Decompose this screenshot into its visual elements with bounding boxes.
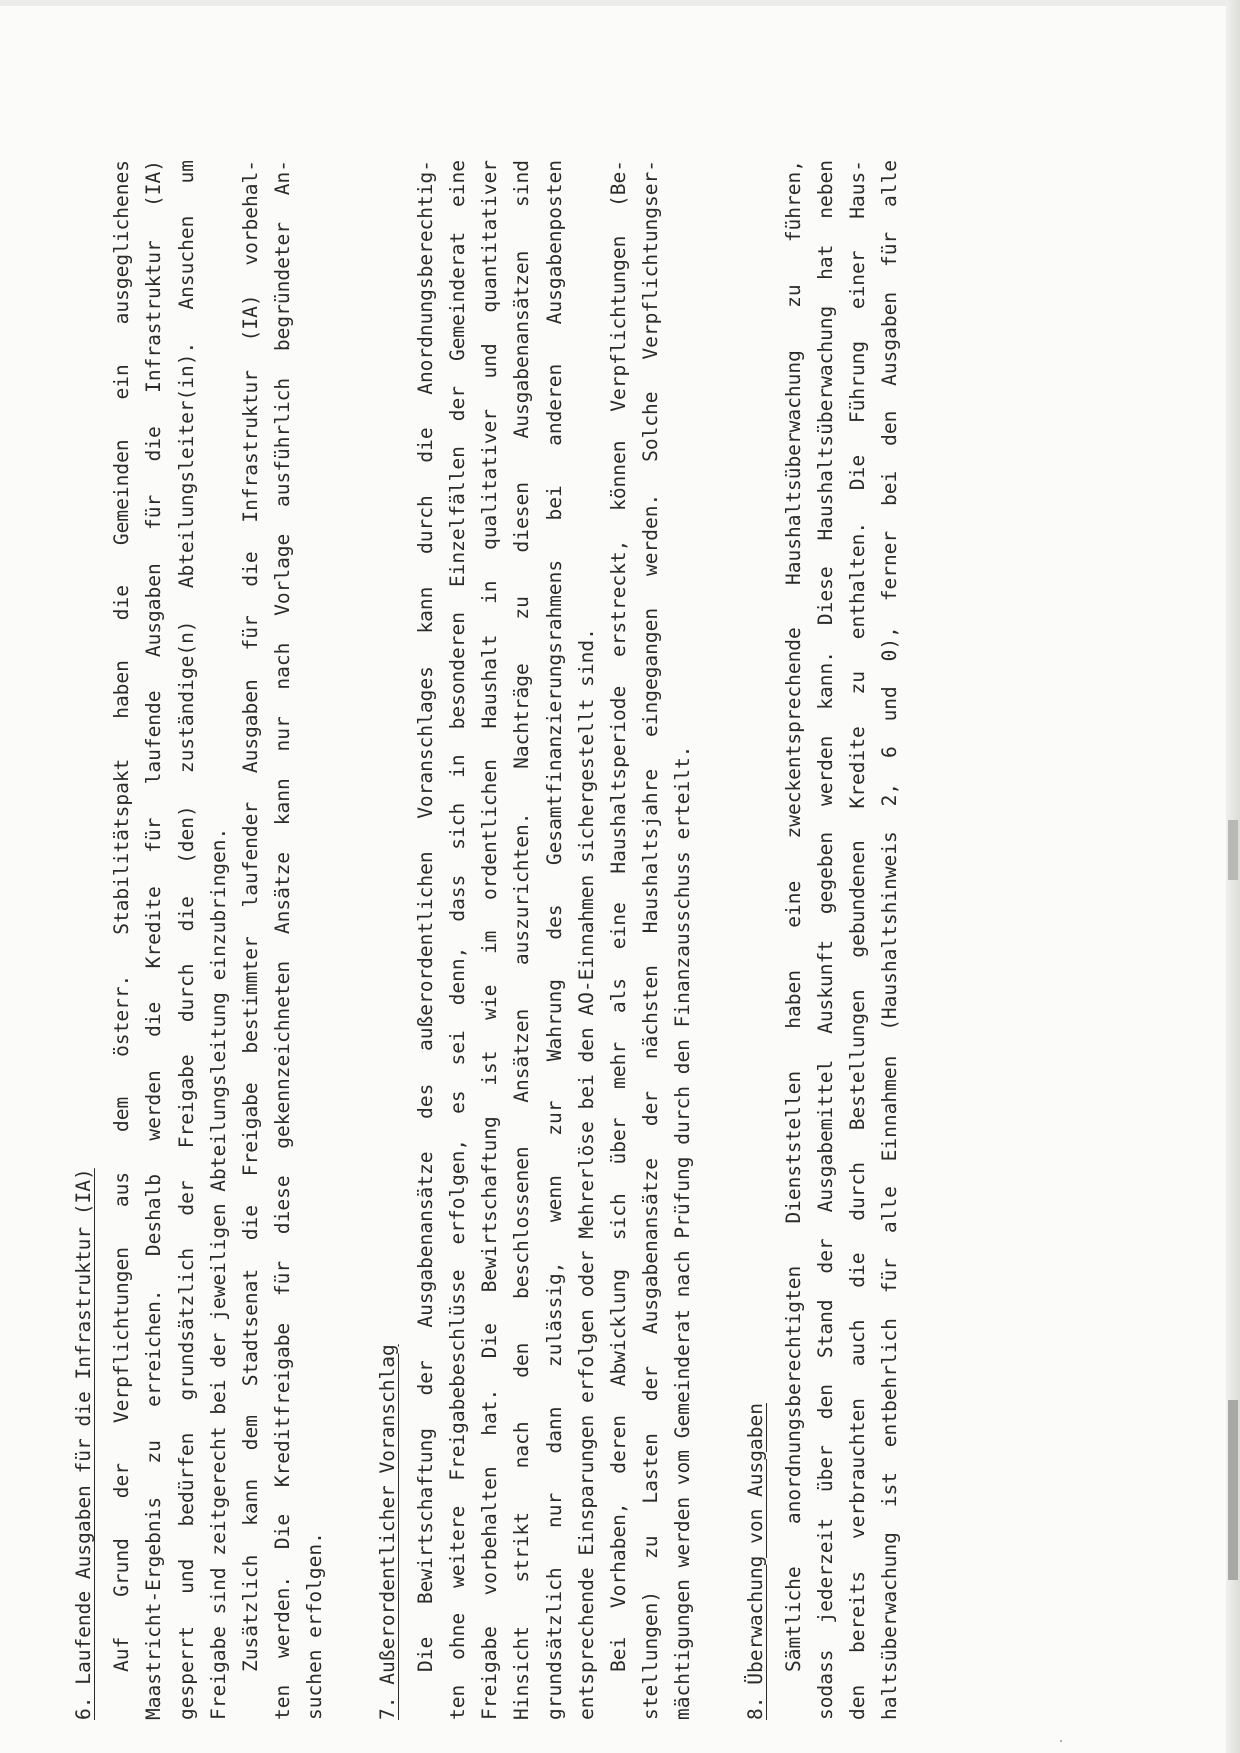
paragraph-line: Die Bewirtschaftung der Ausgabenansätze des außerordentlichen Voranschlages kann durch die Anordnungsberechtig- bbox=[413, 160, 437, 1672]
paragraph-line: stellungen) zu Lasten der Ausgabenansätze der nächsten Haushaltsjahre eingegangen werden. Solche Verpflichtungser- bbox=[639, 160, 663, 1720]
scan-speck bbox=[1060, 1740, 1062, 1742]
section-heading: 8. Überwachung von Ausgaben bbox=[743, 1403, 767, 1720]
paragraph-line: mächtigungen werden vom Gemeinderat nach Prüfung durch den Finanzausschuss erteilt. bbox=[671, 745, 695, 1720]
paragraph-line: Freigabe vorbehalten hat. Die Bewirtschaftung ist wie im ordentlichen Haushalt in qualitativer und quantitativer bbox=[478, 160, 502, 1720]
paragraph-line: haltsüberwachung ist entbehrlich für alle Einnahmen (Haushaltshinweis 2, 6 und 0), ferner bei den Ausgaben für alle bbox=[878, 160, 902, 1720]
paragraph-line: Zusätzlich kann dem Stadtsenat die Freigabe bestimmter laufender Ausgaben für die Infrastruktur (IA) vorbehal- bbox=[239, 160, 263, 1672]
section-6 bbox=[68, 160, 332, 1720]
paragraph-line: Auf Grund der Verpflichtungen aus dem österr. Stabilitätspakt haben die Gemeinden ein ausgeglichenes bbox=[110, 160, 134, 1672]
paragraph-line: Hinsicht strikt nach den beschlossenen Ansätzen auszurichten. Nachträge zu diesen Ausgabenansätzen sind bbox=[510, 160, 534, 1720]
paragraph-line: gesperrt und bedürfen grundsätzlich der Freigabe durch die (den) zuständige(n) Abteilungsleiter(in). Ansuchen um bbox=[174, 160, 198, 1720]
paragraph-line: ten werden. Die Kreditfreigabe für diese gekennzeichneten Ansätze kann nur nach Vorlage ausführlich begründeter An- bbox=[271, 160, 295, 1720]
section-heading: 7. Außerordentlicher Voranschlag bbox=[375, 1344, 399, 1720]
paragraph-line: den bereits verbrauchten auch die durch Bestellungen gebundenen Kredite zu enthalten. Die Führung einer Haus- bbox=[846, 160, 870, 1720]
section-8 bbox=[740, 160, 907, 1720]
section-heading: 6. Laufende Ausgaben für die Infrastruktur (IA) bbox=[72, 1168, 95, 1720]
scan-mark bbox=[1228, 1400, 1238, 1580]
paragraph-line: Sämtliche anordnungsberechtigten Dienststellen haben eine zweckentsprechende Haushaltsüberwachung zu führen, bbox=[781, 160, 805, 1672]
scan-mark bbox=[1228, 820, 1238, 880]
paragraph-line: grundsätzlich nur dann zulässig, wenn zur Wahrung des Gesamtfinanzierungsrahmens bei anderen Ausgabenposten bbox=[542, 160, 566, 1720]
paragraph-line: ten ohne weitere Freigabebeschlüsse erfolgen, es sei denn, dass sich in besonderen Einzelfällen der Gemeinderat eine bbox=[446, 160, 470, 1720]
section-7 bbox=[372, 160, 700, 1720]
paragraph-line: suchen erfolgen. bbox=[303, 1532, 327, 1720]
paragraph-line: entsprechende Einsparungen erfolgen oder Mehrerlöse bei den AO-Einnahmen sichergestellt sind. bbox=[574, 628, 598, 1720]
paragraph-line: Freigabe sind zeitgerecht bei der jeweiligen Abteilungsleitung einzubringen. bbox=[206, 827, 230, 1720]
scan-edge-top bbox=[0, 0, 1240, 6]
rotated-document-body bbox=[68, 160, 1068, 1720]
paragraph-line: Maastricht-Ergebnis zu erreichen. Deshalb werden die Kredite für laufende Ausgaben für die Infrastruktur (IA) bbox=[142, 160, 166, 1720]
paragraph-line: Bei Vorhaben, deren Abwicklung sich über mehr als eine Haushaltsperiode erstreckt, können Verpflichtungen (Be- bbox=[607, 160, 631, 1672]
paragraph-line: sodass jederzeit über den Stand der Ausgabemittel Auskunft gegeben werden kann. Diese Haushaltsüberwachung hat neben bbox=[814, 160, 838, 1720]
